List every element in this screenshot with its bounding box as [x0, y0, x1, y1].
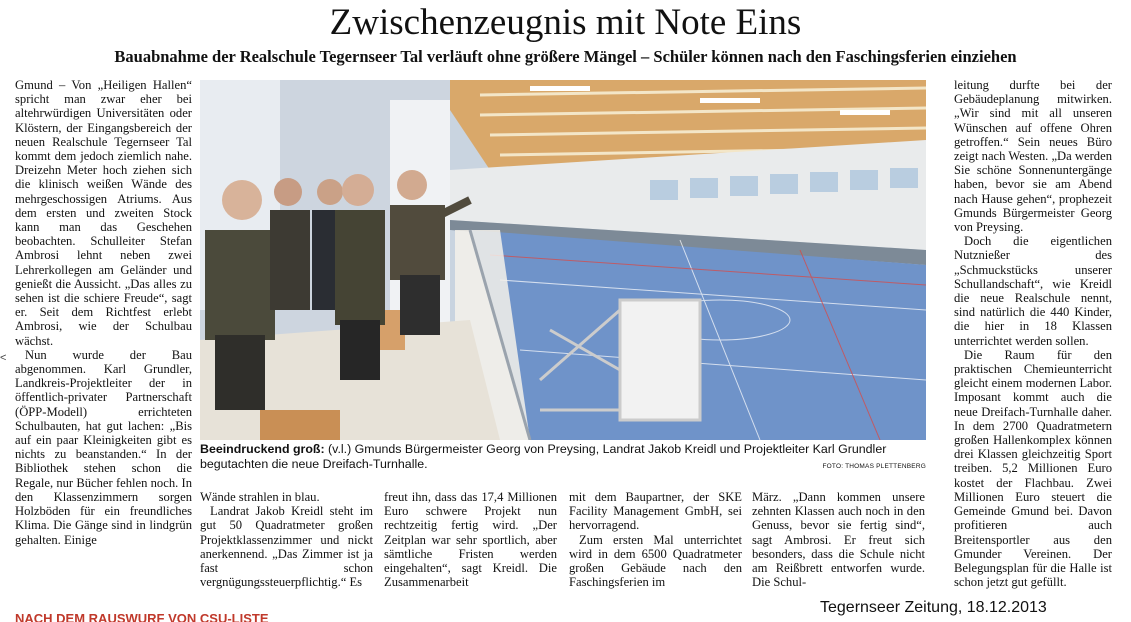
paragraph: Wände strahlen in blau.: [200, 490, 320, 504]
paragraph: freut ihn, dass das 17,4 Millionen Euro schwere Projekt nun rechtzeitig fertig wird. „Der Zeitplan war sehr sportlich, aber sämtliche Fristen werden eingehalten“, sagt Kreidl. Die Zusammenarbeit: [384, 490, 557, 590]
article-column-5: [752, 490, 925, 589]
paragraph: mit dem Baupartner, der SKE Facility Management GmbH, sei hervorragend.: [569, 490, 742, 533]
source-label: Tegernseer Zeitung, 18.12.2013: [820, 599, 1047, 616]
photo-credit: FOTO: THOMAS PLETTENBERG: [822, 463, 926, 470]
gym-photo: [200, 80, 926, 440]
caption-text: (v.l.) Gmunds Bürgermeister Georg von Preysing, Landrat Jakob Kreidl und Projektleiter Karl Grundler begutachten die neue Dreifach-Turnhalle.: [200, 442, 887, 471]
article-column-6: [954, 78, 1112, 589]
caption-lead: Beeindruckend groß:: [200, 442, 325, 456]
margin-marker: <: [0, 352, 7, 364]
paragraph: Zum ersten Mal unterrichtet wird in dem 6500 Quadratmeter großen Gebäude nach den Faschingsferien im: [569, 532, 742, 590]
paragraph: März. „Dann kommen unsere zehnten Klassen auch noch in den Genuss, bevor sie fertig sind“, sagt Ambrosi. Er freut sich besonders, dass die Schule nicht am Reißbrett entworfen wurde. Die Schul-: [752, 490, 925, 590]
article-column-1: [15, 78, 192, 547]
paragraph: Landrat Jakob Kreidl steht im gut 50 Quadratmeter großen Projektklassenzimmer und nickt anerkennend. „Das Zimmer ist ja fast schon vergnügungssteuerpflichtig.“ Es: [200, 504, 373, 590]
article-column-4: [569, 490, 742, 589]
paragraph: Gmund – Von „Heiligen Hallen“ spricht man zwar eher bei altehrwürdigen Universitäten oder Klöstern, der Eingangsbereich der neuen Realschule Tegernseer Tal kommt dem jedoch ziemlich nahe. Dreizehn Meter hoch ziehen sich die klinisch weißen Wände des mehrgeschossigen Atriums. Aus dem ersten und zweiten Stock kann man das Geschehen beobachten. Schulleiter Stefan Ambrosi lehnt neben zwei Lehrerkollegen am Geländer und genießt die Aussicht. „Das alles zu sehen ist die schiere Freude“, sagt er. Seit dem Richtfest erlebt Ambrosi, wie der Schulbau wächst.: [15, 78, 192, 348]
paragraph: Die Raum für den praktischen Chemieunterricht gleicht einem modernen Labor. Imposant kommt auch die neue Dreifach-Turnhalle daher. In dem 2700 Quadratmetern großen Hallenkomplex können drei Klassen gleichzeitig Sport treiben. 5,2 Millionen Euro kostet der Flachbau. Zwei Millionen Euro steuert die Gemeinde Gmund bei. Davon profitieren auch Breitensportler aus den Gmunder Vereinen. Der Belegungsplan für die Halle ist schon jetzt gut gefüllt.: [954, 347, 1112, 590]
next-article-headline: NACH DEM RAUSWURF VON CSU-LISTE: [15, 612, 269, 622]
article-column-2: [200, 490, 373, 589]
article-subheadline: Bauabnahme der Realschule Tegernseer Tal verläuft ohne größere Mängel – Schüler können nach den Faschingsferien einziehen: [114, 47, 1017, 66]
article-headline: Zwischenzeugnis mit Note Eins: [329, 2, 802, 43]
paragraph: Nun wurde der Bau abgenommen. Karl Grundler, Landkreis-Projektleiter der in öffentlich-privater Partnerschaft (ÖPP-Modell) errichteten Schulbauten, hat gut lachen: „Bis auf ein paar Kleinigkeiten gibt es nichts zu beanstanden.“ In der Bibliothek stehen schon die Regale, nur Bücher fehlen noch. In den Klassenzimmern sorgen Holzböden für ein freundliches Klima. Die Gänge sind in lindgrün gehalten. Einige: [15, 347, 192, 547]
gym-photo-illustration: [200, 80, 926, 440]
paragraph: leitung durfte bei der Gebäudeplanung mitwirken. „Wir sind mit all unseren Wünschen auf offene Ohren getroffen.“ Sein neues Büro zeigt nach Westen. „Da werden Sie schöne Sonnenuntergänge haben, bevor sie am Abend nach Hause gehen“, prophezeit Gmunds Bürgermeister Georg von Preysing.: [954, 78, 1112, 235]
article-column-3: [384, 490, 557, 589]
paragraph: Doch die eigentlichen Nutznießer des „Schmuckstücks unserer Schullandschaft“, wie Kreidl die neue Realschule nennt, sind natürlich die 440 Kinder, die hier in 18 Klassen unterrichtet werden sollen.: [954, 234, 1112, 348]
